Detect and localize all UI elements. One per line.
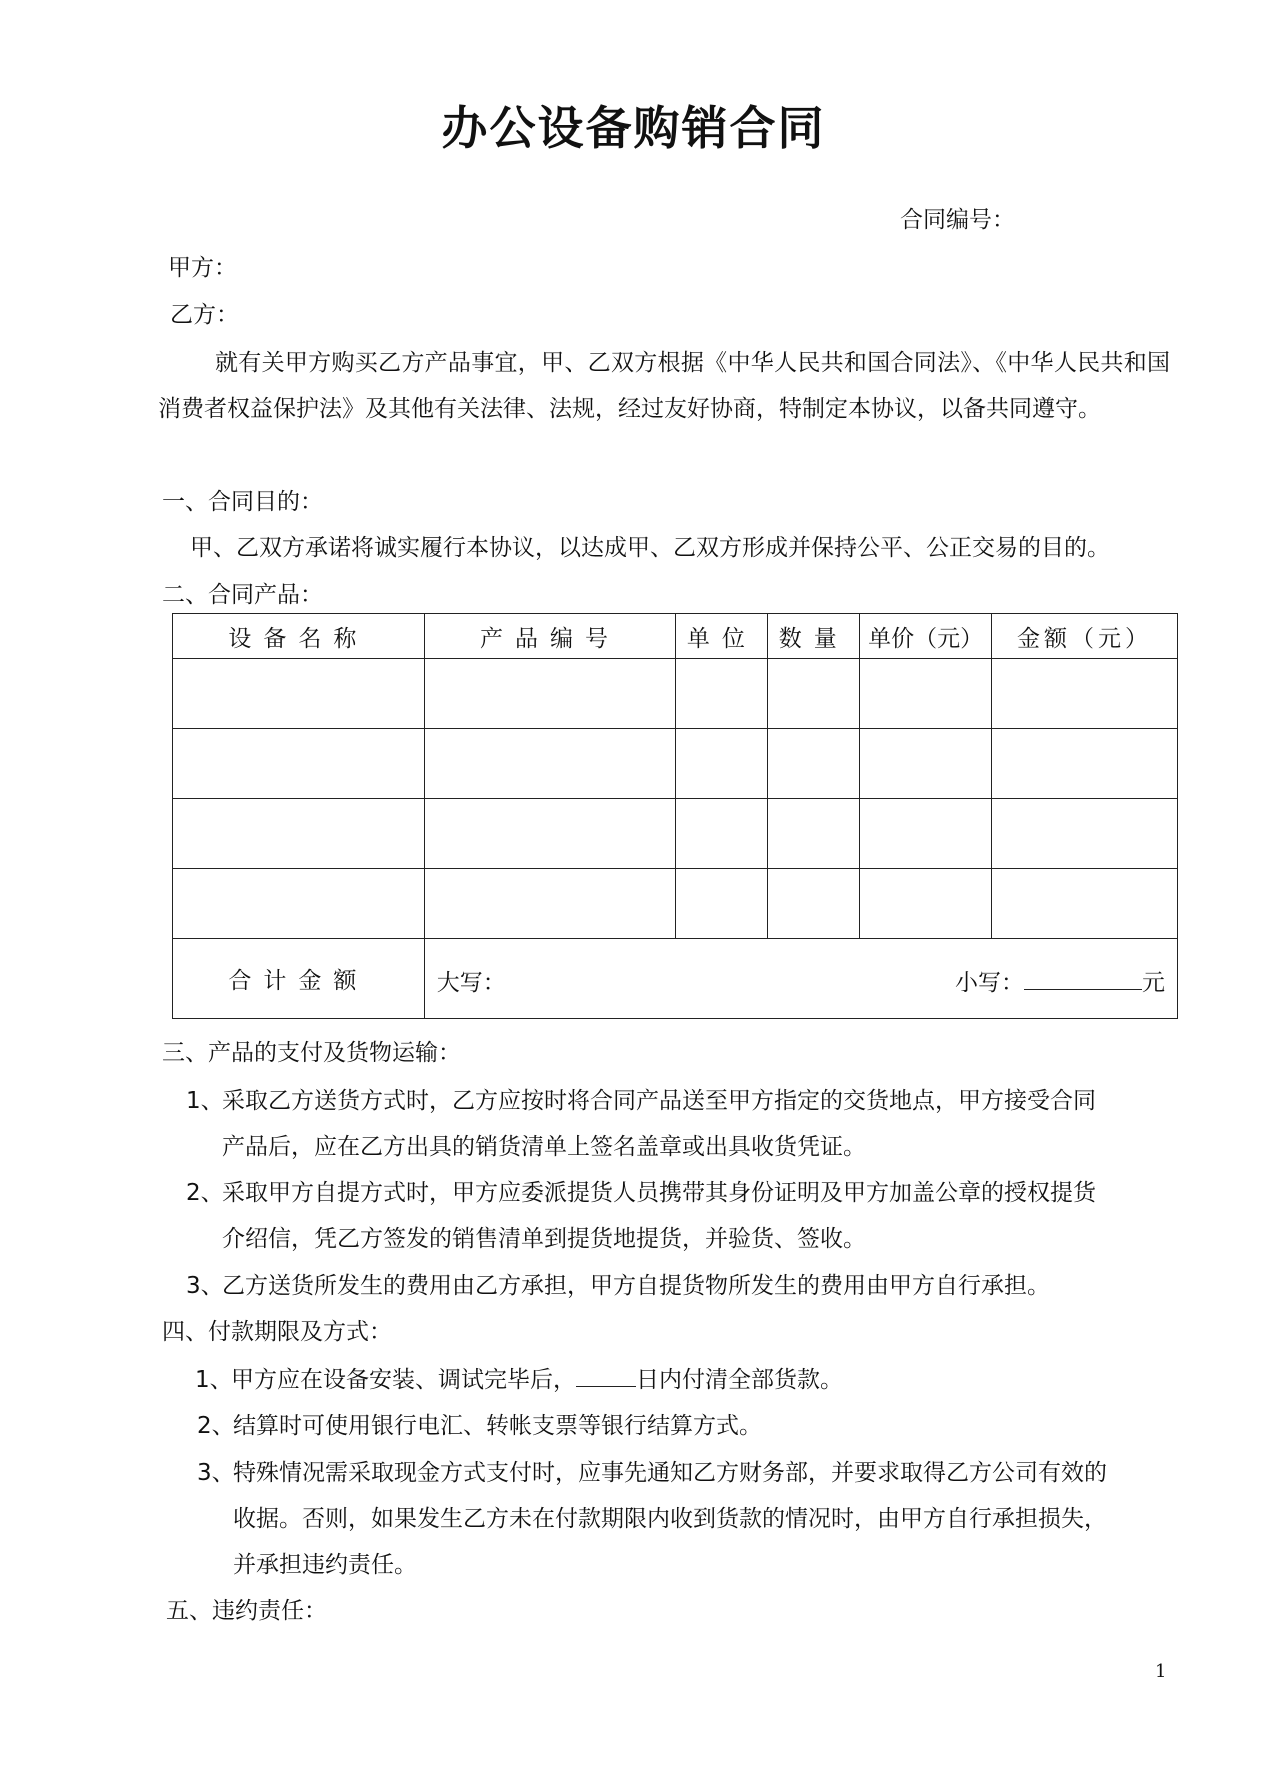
item-number: 2、	[186, 1180, 224, 1206]
header-amount: 金额（元）	[992, 614, 1178, 659]
days-blank[interactable]	[576, 1362, 636, 1387]
table-cell[interactable]	[768, 729, 860, 799]
total-row	[173, 939, 1178, 1019]
section3-item-2	[186, 1170, 1171, 1262]
table-cell[interactable]	[173, 869, 425, 939]
item-number: 1、	[186, 1088, 224, 1114]
uppercase-amount-label: 大写：	[436, 970, 506, 996]
section2-heading: 二、合同产品：	[162, 582, 323, 608]
table-cell[interactable]	[860, 729, 992, 799]
section4-item-2	[197, 1403, 762, 1449]
lowercase-amount-group	[955, 964, 1165, 997]
item-number: 3、	[186, 1273, 224, 1299]
party-b-label: 乙方：	[170, 302, 239, 328]
table-cell[interactable]	[424, 659, 676, 729]
item-text-continued: 并承担违约责任。	[233, 1552, 417, 1578]
item-number: 3、	[197, 1460, 235, 1486]
party-a-label: 甲方：	[168, 255, 237, 281]
section4-heading: 四、付款期限及方式：	[162, 1319, 392, 1345]
table-cell[interactable]	[992, 799, 1178, 869]
contract-number-label: 合同编号：	[900, 207, 1015, 233]
table-cell[interactable]	[860, 659, 992, 729]
item-number: 1、	[195, 1367, 233, 1393]
header-product-code: 产品编号	[424, 614, 676, 659]
item-text-continued: 介绍信，凭乙方签发的销售清单到提货地提货，并验货、签收。	[222, 1226, 866, 1252]
item-text-after: 日内付清全部货款。	[636, 1367, 843, 1393]
section5-heading: 五、违约责任：	[166, 1598, 327, 1624]
document-title: 办公设备购销合同	[441, 101, 826, 155]
header-device-name: 设备名称	[173, 614, 425, 659]
item-text: 乙方送货所发生的费用由乙方承担，甲方自提货物所发生的费用由甲方自行承担。	[222, 1273, 1050, 1299]
item-text: 采取乙方送货方式时，乙方应按时将合同产品送至甲方指定的交货地点，甲方接受合同	[222, 1088, 1096, 1114]
table-row	[173, 799, 1178, 869]
section1-heading: 一、合同目的：	[162, 489, 323, 515]
table-cell[interactable]	[860, 799, 992, 869]
currency-unit: 元	[1142, 970, 1165, 996]
item-text: 特殊情况需采取现金方式支付时，应事先通知乙方财务部，并要求取得乙方公司有效的	[233, 1460, 1107, 1486]
table-cell[interactable]	[173, 729, 425, 799]
intro-paragraph: 就有关甲方购买乙方产品事宜，甲、乙双方根据《中华人民共和国合同法》、《中华人民共和国消费者权益保护法》及其他有关法律、法规，经过友好协商，特制定本协议，以备共同遵守。	[158, 350, 1170, 422]
table-row	[173, 869, 1178, 939]
table-cell[interactable]	[173, 659, 425, 729]
page-number: 1	[1155, 1661, 1167, 1682]
item-text: 采取甲方自提方式时，甲方应委派提货人员携带其身份证明及甲方加盖公章的授权提货	[222, 1180, 1096, 1206]
header-quantity: 数量	[768, 614, 860, 659]
table-cell[interactable]	[676, 659, 768, 729]
section3-item-1	[186, 1078, 1171, 1170]
table-cell[interactable]	[992, 659, 1178, 729]
table-cell[interactable]	[424, 869, 676, 939]
item-text-before: 甲方应在设备安装、调试完毕后，	[231, 1367, 576, 1393]
item-text-continued: 收据。否则，如果发生乙方未在付款期限内收到货款的情况时，由甲方自行承担损失，	[233, 1506, 1107, 1532]
header-unit: 单位	[676, 614, 768, 659]
lowercase-amount-blank[interactable]	[1024, 965, 1142, 990]
section4-item-3	[197, 1450, 1172, 1588]
table-cell[interactable]	[424, 729, 676, 799]
table-cell[interactable]	[860, 869, 992, 939]
total-amount-cell[interactable]	[424, 939, 1177, 1019]
item-text: 结算时可使用银行电汇、转帐支票等银行结算方式。	[233, 1413, 762, 1439]
table-row	[173, 659, 1178, 729]
section1-text: 甲、乙双方承诺将诚实履行本协议，以达成甲、乙双方形成并保持公平、公正交易的目的。	[190, 535, 1110, 561]
table-header-row	[173, 614, 1178, 659]
table-cell[interactable]	[173, 799, 425, 869]
section3-heading: 三、产品的支付及货物运输：	[162, 1040, 461, 1066]
lowercase-amount-label: 小写：	[955, 970, 1024, 996]
table-cell[interactable]	[676, 869, 768, 939]
item-number: 2、	[197, 1413, 235, 1439]
item-text-continued: 产品后，应在乙方出具的销货清单上签名盖章或出具收货凭证。	[222, 1134, 866, 1160]
section3-item-3	[186, 1263, 1050, 1309]
table-cell[interactable]	[676, 799, 768, 869]
table-cell[interactable]	[768, 799, 860, 869]
products-table	[172, 613, 1178, 1019]
table-cell[interactable]	[768, 659, 860, 729]
table-cell[interactable]	[424, 799, 676, 869]
table-cell[interactable]	[676, 729, 768, 799]
table-cell[interactable]	[768, 869, 860, 939]
section4-item-1	[195, 1357, 843, 1403]
header-unit-price: 单价（元）	[860, 614, 992, 659]
table-cell[interactable]	[992, 729, 1178, 799]
table-row	[173, 729, 1178, 799]
total-label: 合计金额	[173, 939, 425, 1019]
table-cell[interactable]	[992, 869, 1178, 939]
